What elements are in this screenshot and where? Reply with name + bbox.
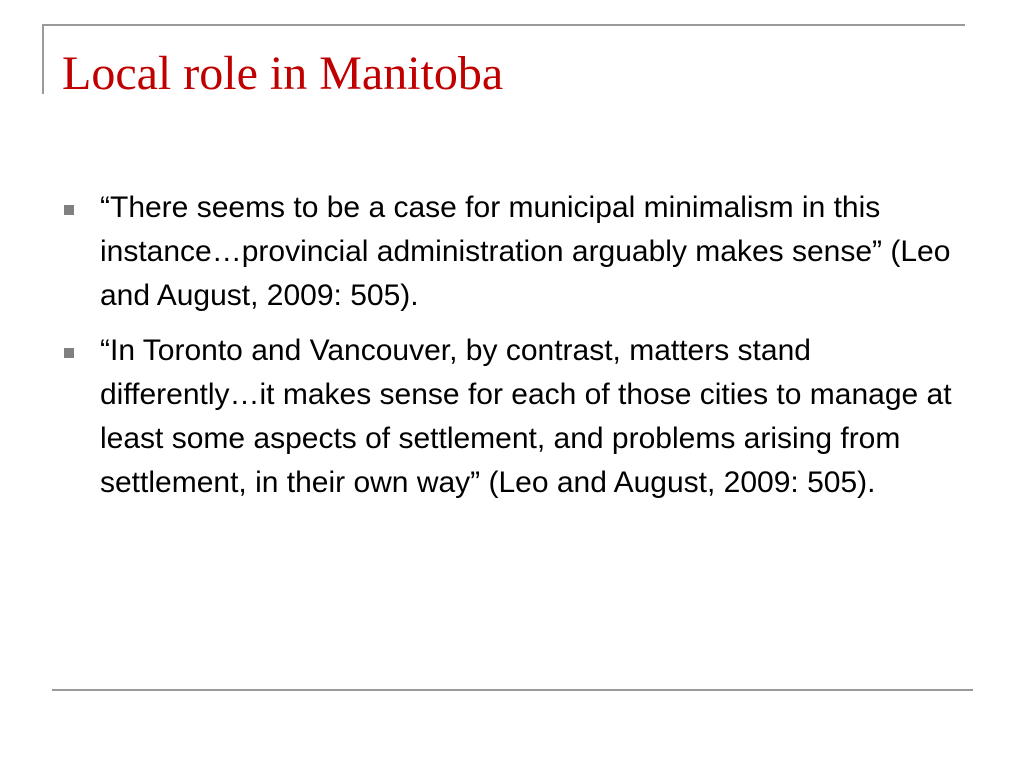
bullet-item [62, 186, 967, 318]
bullet-text: “In Toronto and Vancouver, by contrast, matters stand differently…it makes sense for each of those cities to manage at least some aspects of settlement, and problems arising from settlement, in their own way” (Leo and August, 2009: 505). [100, 334, 952, 499]
left-frame-line [42, 24, 44, 94]
square-bullet-icon [64, 348, 74, 358]
top-frame-line [42, 24, 965, 26]
slide-title: Local role in Manitoba [62, 47, 504, 100]
square-bullet-icon [64, 205, 74, 215]
bullet-item [62, 329, 967, 505]
bullet-list [62, 186, 967, 516]
bottom-divider-line [52, 689, 973, 691]
bullet-text: “There seems to be a case for municipal minimalism in this instance…provincial administration arguably makes sense” (Leo and August, 2009: 505). [100, 191, 951, 312]
